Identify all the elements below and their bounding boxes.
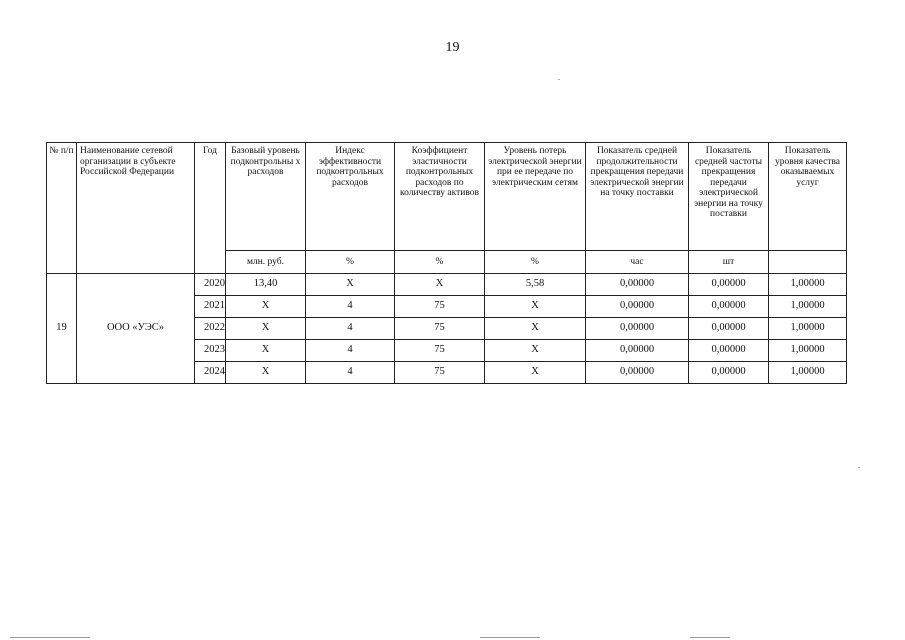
page-number: 19: [445, 40, 460, 55]
unit-cell: млн. руб.: [226, 251, 306, 274]
value-cell: 4: [306, 296, 395, 318]
value-cell: 4: [306, 318, 395, 340]
header-cell-base-level: Базовый уровень подконтрольны х расходов: [226, 143, 306, 251]
unit-cell: %: [485, 251, 586, 274]
value-cell: Х: [226, 296, 306, 318]
scan-artifact: [10, 637, 90, 638]
header-cell-number: № п/п: [47, 143, 77, 274]
value-cell: 0,00000: [689, 362, 769, 384]
value-cell: 0,00000: [689, 274, 769, 296]
header-cell-frequency: Показатель средней частоты прекращения передачи электрической энергии на точку поставки: [689, 143, 769, 251]
value-cell: 1,00000: [769, 296, 847, 318]
value-cell: 0,00000: [689, 296, 769, 318]
scan-artifact: [858, 467, 860, 468]
value-cell: 0,00000: [689, 340, 769, 362]
data-table: [46, 142, 847, 384]
unit-cell: час: [586, 251, 689, 274]
value-cell: Х: [306, 274, 395, 296]
value-cell: 1,00000: [769, 318, 847, 340]
header-cell-organization: Наименование сетевой организации в субъекте Российской Федерации: [77, 143, 195, 274]
value-cell: 1,00000: [769, 274, 847, 296]
value-cell: 4: [306, 362, 395, 384]
header-cell-elasticity: Коэффициент эластичности подконтрольных расходов по количеству активов: [395, 143, 485, 251]
header-cell-year: Год: [195, 143, 226, 274]
year-cell: 2022: [195, 318, 226, 340]
value-cell: 0,00000: [586, 362, 689, 384]
header-cell-efficiency-index: Индекс эффективности подконтрольных расходов: [306, 143, 395, 251]
unit-cell: %: [395, 251, 485, 274]
value-cell: 0,00000: [586, 274, 689, 296]
value-cell: Х: [395, 274, 485, 296]
value-cell: 75: [395, 296, 485, 318]
header-cell-duration: Показатель средней продолжительности прекращения передачи электрической энергии на точку поставки: [586, 143, 689, 251]
value-cell: Х: [485, 340, 586, 362]
value-cell: Х: [226, 318, 306, 340]
value-cell: 13,40: [226, 274, 306, 296]
value-cell: Х: [485, 296, 586, 318]
value-cell: 0,00000: [586, 296, 689, 318]
value-cell: Х: [485, 318, 586, 340]
unit-cell: %: [306, 251, 395, 274]
value-cell: 0,00000: [689, 318, 769, 340]
value-cell: Х: [226, 362, 306, 384]
table-row: [47, 274, 847, 296]
value-cell: 0,00000: [586, 340, 689, 362]
value-cell: 75: [395, 362, 485, 384]
value-cell: 0,00000: [586, 318, 689, 340]
header-row: [47, 143, 847, 251]
header-cell-quality: Показатель уровня качества оказываемых услуг: [769, 143, 847, 251]
unit-cell: шт: [689, 251, 769, 274]
value-cell: 4: [306, 340, 395, 362]
year-cell: 2020: [195, 274, 226, 296]
value-cell: 1,00000: [769, 362, 847, 384]
value-cell: 75: [395, 318, 485, 340]
scan-artifact: [558, 79, 560, 80]
value-cell: 5,58: [485, 274, 586, 296]
header-cell-losses: Уровень потерь электрической энергии при ее передаче по электрическим сетям: [485, 143, 586, 251]
year-cell: 2023: [195, 340, 226, 362]
value-cell: Х: [485, 362, 586, 384]
unit-cell: [769, 251, 847, 274]
value-cell: Х: [226, 340, 306, 362]
scan-artifact: [690, 637, 730, 638]
value-cell: 75: [395, 340, 485, 362]
year-cell: 2024: [195, 362, 226, 384]
organization-cell: ООО «УЭС»: [77, 274, 195, 384]
scan-artifact: [480, 637, 540, 638]
row-number-cell: 19: [47, 274, 77, 384]
value-cell: 1,00000: [769, 340, 847, 362]
year-cell: 2021: [195, 296, 226, 318]
